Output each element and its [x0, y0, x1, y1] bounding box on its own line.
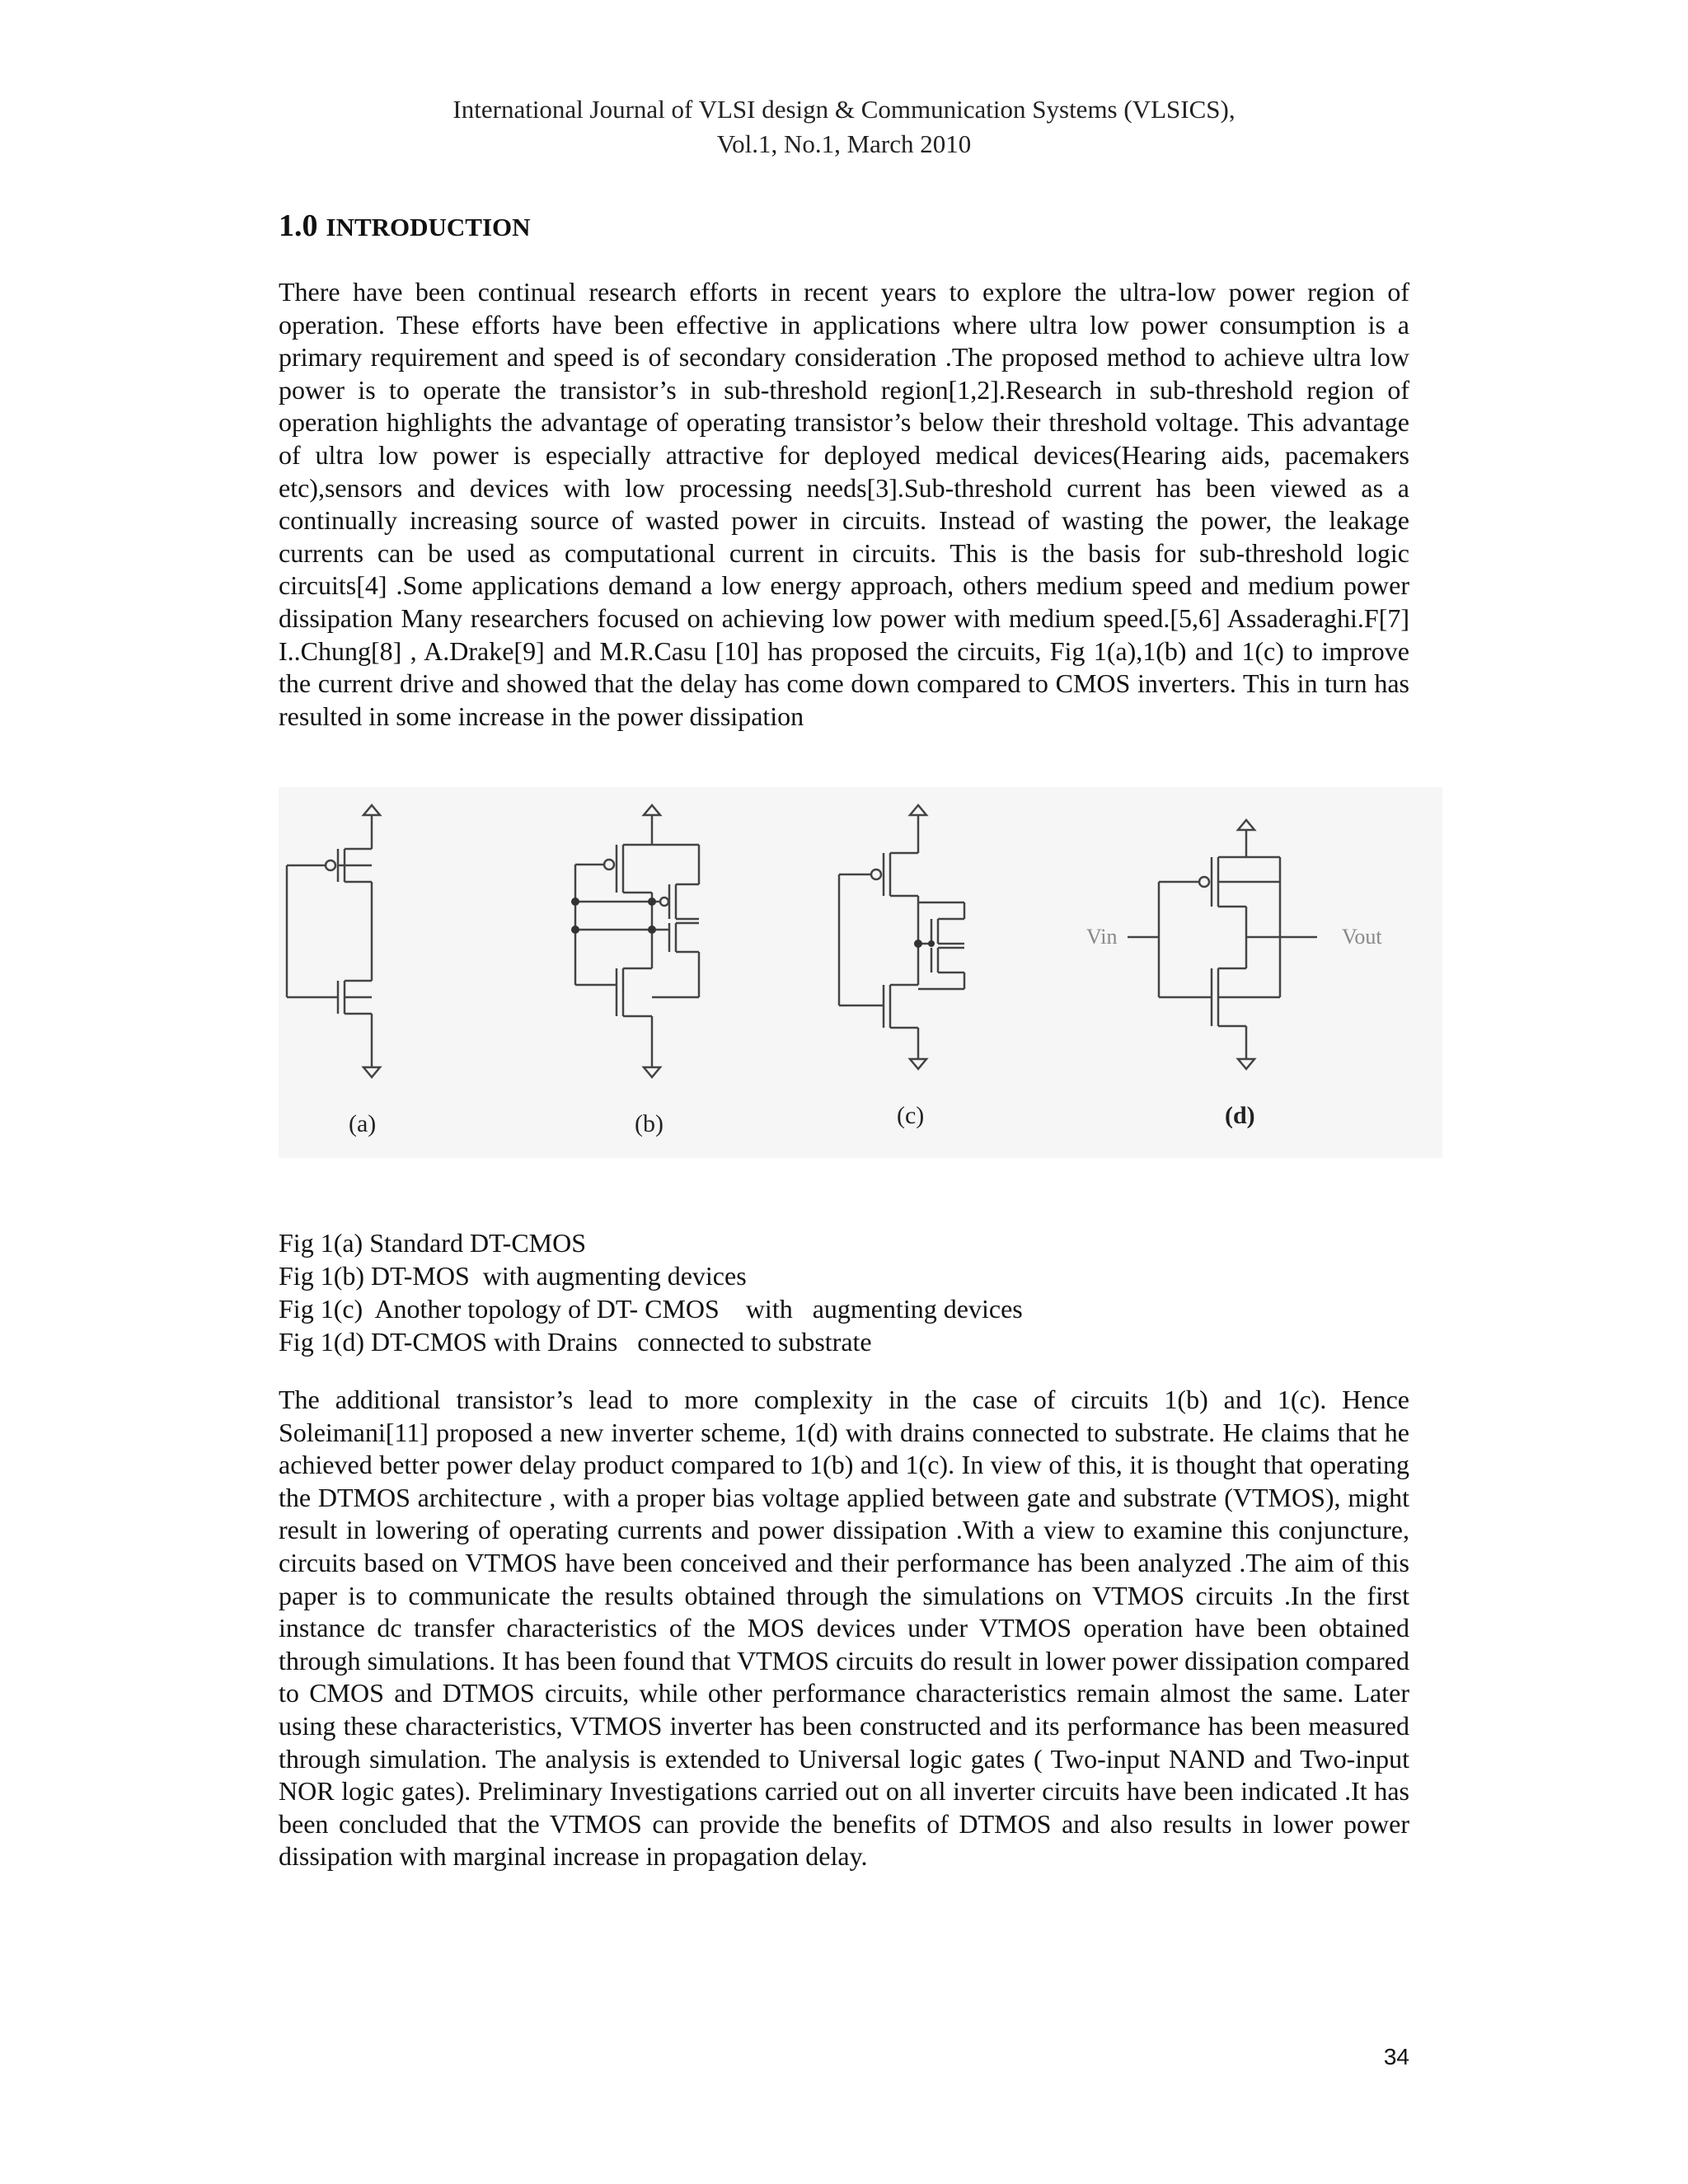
intro-paragraph-1: There have been continual research efforts in recent years to explore the ultra-low power region of operation. These efforts have been effective in applications where ultra low power consumption is a primary requirement and speed is of secondary consideration .The proposed method to achieve ultra low power is to operate the transistor’s in sub-threshold region[1,2].Research in sub-threshold region of operation highlights the advantage of operating transistor’s below their threshold voltage. This advantage of ultra low power is especially attractive for deployed medical devices(Hearing aids, pacemakers etc),sensors and devices with low processing needs[3].Sub-threshold current has been viewed as a continually increasing source of wasted power in circuits. Instead of wasting the power, the leakage currents can be used as computational current in circuits. This is the basis for sub-threshold logic circuits[4] .Some applications demand a low energy approach, others medium speed and medium power dissipation Many researchers focused on achieving low power with medium speed.[5,6] Assaderaghi.F[7] I..Chung[8] , A.Drake[9] and M.R.Casu [10] has proposed the circuits, Fig 1(a),1(b) and 1(c) to improve the current drive and showed that the delay has come down compared to CMOS inverters. This in turn has resulted in some increase in the power dissipation: [279, 277, 1409, 731]
circuit-figure: [279, 787, 1442, 1158]
vin-label: Vin: [1086, 925, 1118, 949]
circuit-diagram: [279, 787, 1442, 1158]
section-heading: [279, 208, 531, 244]
section-number: 1.0: [279, 209, 318, 243]
caption-fig-1c: Fig 1(c) Another topology of DT- CMOS with augmenting devices: [279, 1294, 1023, 1324]
journal-header-line1: International Journal of VLSI design & Communication Systems (VLSICS),: [452, 95, 1236, 124]
journal-header-line2: Vol.1, No.1, March 2010: [716, 129, 972, 158]
vout-label: Vout: [1342, 925, 1382, 949]
intro-paragraph-2: The additional transistor’s lead to more complexity in the case of circuits 1(b) and 1(c). Hence Soleimani[11] proposed a new inverter scheme, 1(d) with drains connected to substrate. He claims that he achieved better power delay product compared to 1(b) and 1(c). In view of this, it is thought that operating the DTMOS architecture , with a proper bias voltage applied between gate and substrate (VTMOS), might result in lowering of operating currents and power dissipation .With a view to examine this conjuncture, circuits based on VTMOS have been conceived and their performance has been analyzed .The aim of this paper is to communicate the results obtained through the simulations on VTMOS circuits .In the first instance dc transfer characteristics of the MOS devices under VTMOS operation have been obtained through simulations. It has been found that VTMOS circuits do result in lower power dissipation compared to CMOS and DTMOS circuits, while other performance characteristics remain almost the same. Later using these characteristics, VTMOS inverter has been constructed and its performance has been measured through simulation. The analysis is extended to Universal logic gates ( Two-input NAND and Two-input NOR logic gates). Preliminary Investigations carried out on all inverter circuits have been indicated .It has been concluded that the VTMOS can provide the benefits of DTMOS and also results in lower power dissipation with marginal increase in propagation delay.: [279, 1385, 1409, 1872]
figure-captions: [279, 1226, 1023, 1358]
figure-background: [279, 787, 1442, 1158]
caption-fig-1b: Fig 1(b) DT-MOS with augmenting devices: [279, 1261, 747, 1291]
caption-fig-1a: Fig 1(a) Standard DT-CMOS: [279, 1228, 587, 1258]
journal-header: [0, 92, 1688, 162]
caption-fig-1d: Fig 1(d) DT-CMOS with Drains connected to substrate: [279, 1327, 872, 1357]
page-number: 34: [1383, 2044, 1409, 2069]
label-a: (a): [349, 1110, 377, 1137]
section-title: INTRODUCTION: [326, 213, 531, 241]
label-c: (c): [897, 1102, 925, 1129]
label-b: (b): [635, 1110, 663, 1137]
label-d: (d): [1225, 1102, 1255, 1129]
